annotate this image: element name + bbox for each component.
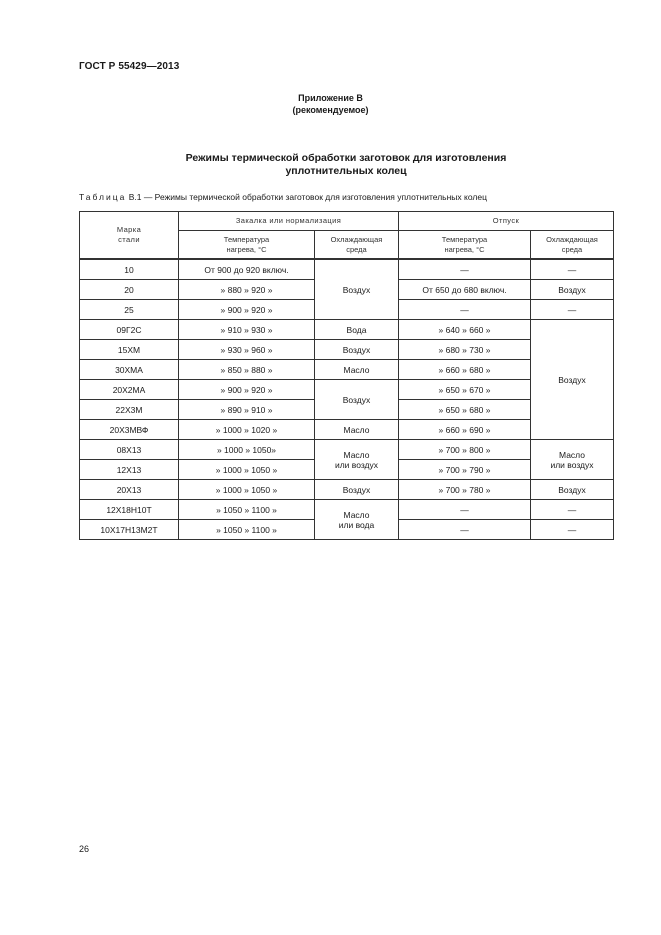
quench-medium-cell: Масло (315, 420, 399, 440)
heat-treatment-table (79, 211, 614, 540)
temper-temp-cell: — (399, 520, 531, 540)
table-caption (79, 192, 487, 202)
table-row (80, 480, 614, 500)
quench-medium-cell: Масло или воздух (315, 440, 399, 480)
appendix-note: (рекомендуемое) (292, 105, 369, 115)
quench-medium-cell: Вода (315, 320, 399, 340)
quench-temp-cell: » 1000 » 1050 » (179, 480, 315, 500)
quench-temp-cell: » 910 » 930 » (179, 320, 315, 340)
temper-temp-cell: » 700 » 790 » (399, 460, 531, 480)
temper-temp-cell: » 650 » 680 » (399, 400, 531, 420)
grade-cell: 20 (80, 280, 179, 300)
section-title (0, 152, 661, 178)
table-caption-label: Таблица (79, 192, 127, 202)
temper-medium-cell: Воздух (531, 320, 614, 440)
quench-temp-cell: » 900 » 920 » (179, 300, 315, 320)
appendix-title: Приложение В (298, 93, 363, 103)
grade-cell: 12Х13 (80, 460, 179, 480)
temper-medium-cell: — (531, 520, 614, 540)
grade-cell: 30ХМА (80, 360, 179, 380)
section-title-line1: Режимы термической обработки заготовок для изготовления (185, 152, 507, 164)
header-quench-medium: Охлаждающая среда (315, 231, 399, 260)
grade-cell: 22Х3М (80, 400, 179, 420)
grade-cell: 09Г2С (80, 320, 179, 340)
temper-temp-cell: — (399, 300, 531, 320)
table-row (80, 320, 614, 340)
quench-medium-cell: Воздух (315, 380, 399, 420)
table-row (80, 259, 614, 280)
temper-temp-cell: » 650 » 670 » (399, 380, 531, 400)
grade-cell: 08Х13 (80, 440, 179, 460)
document-header: ГОСТ Р 55429—2013 (79, 61, 180, 72)
quench-temp-cell: » 1000 » 1020 » (179, 420, 315, 440)
header-quench-temperature: Температура нагрева, °С (179, 231, 315, 260)
temper-medium-cell: — (531, 500, 614, 520)
temper-temp-cell: » 660 » 690 » (399, 420, 531, 440)
quench-temp-cell: » 1050 » 1100 » (179, 500, 315, 520)
header-temper-medium: Охлаждающая среда (531, 231, 614, 260)
quench-temp-cell: » 1000 » 1050» (179, 440, 315, 460)
table-row (80, 440, 614, 460)
temper-temp-cell: — (399, 500, 531, 520)
quench-temp-cell: » 1050 » 1100 » (179, 520, 315, 540)
temper-medium-cell: Воздух (531, 280, 614, 300)
grade-cell: 25 (80, 300, 179, 320)
temper-temp-cell: » 660 » 680 » (399, 360, 531, 380)
quench-medium-cell: Воздух (315, 259, 399, 320)
page-number: 26 (79, 844, 90, 854)
section-title-line2: уплотнительных колец (285, 165, 407, 177)
temper-temp-cell: » 680 » 730 » (399, 340, 531, 360)
header-steel-grade: Марка стали (80, 212, 179, 260)
grade-cell: 20Х2МА (80, 380, 179, 400)
grade-cell: 10Х17Н13М2Т (80, 520, 179, 540)
grade-cell: 15ХМ (80, 340, 179, 360)
grade-cell: 20Х3МВФ (80, 420, 179, 440)
quench-temp-cell: » 1000 » 1050 » (179, 460, 315, 480)
temper-temp-cell: » 700 » 800 » (399, 440, 531, 460)
temper-temp-cell: » 640 » 660 » (399, 320, 531, 340)
quench-temp-cell: » 900 » 920 » (179, 380, 315, 400)
temper-medium-cell: — (531, 300, 614, 320)
temper-medium-cell: Воздух (531, 480, 614, 500)
quench-medium-cell: Масло или вода (315, 500, 399, 540)
quench-medium-cell: Воздух (315, 340, 399, 360)
table-row (80, 500, 614, 520)
header-quench-group: Закалка или нормализация (179, 212, 399, 231)
quench-temp-cell: » 930 » 960 » (179, 340, 315, 360)
appendix-heading (0, 92, 661, 116)
header-temper-temperature: Температура нагрева, °С (399, 231, 531, 260)
quench-temp-cell: » 880 » 920 » (179, 280, 315, 300)
quench-temp-cell: » 890 » 910 » (179, 400, 315, 420)
temper-temp-cell: — (399, 259, 531, 280)
temper-temp-cell: » 700 » 780 » (399, 480, 531, 500)
grade-cell: 10 (80, 259, 179, 280)
quench-temp-cell: От 900 до 920 включ. (179, 259, 315, 280)
quench-medium-cell: Масло (315, 360, 399, 380)
grade-cell: 20Х13 (80, 480, 179, 500)
quench-medium-cell: Воздух (315, 480, 399, 500)
grade-cell: 12Х18Н10Т (80, 500, 179, 520)
quench-temp-cell: » 850 » 880 » (179, 360, 315, 380)
temper-medium-cell: — (531, 259, 614, 280)
temper-medium-cell: Масло или воздух (531, 440, 614, 480)
table-caption-text: В.1 — Режимы термической обработки заготовок для изготовления уплотнительных колец (128, 192, 487, 202)
temper-temp-cell: От 650 до 680 включ. (399, 280, 531, 300)
header-temper-group: Отпуск (399, 212, 614, 231)
